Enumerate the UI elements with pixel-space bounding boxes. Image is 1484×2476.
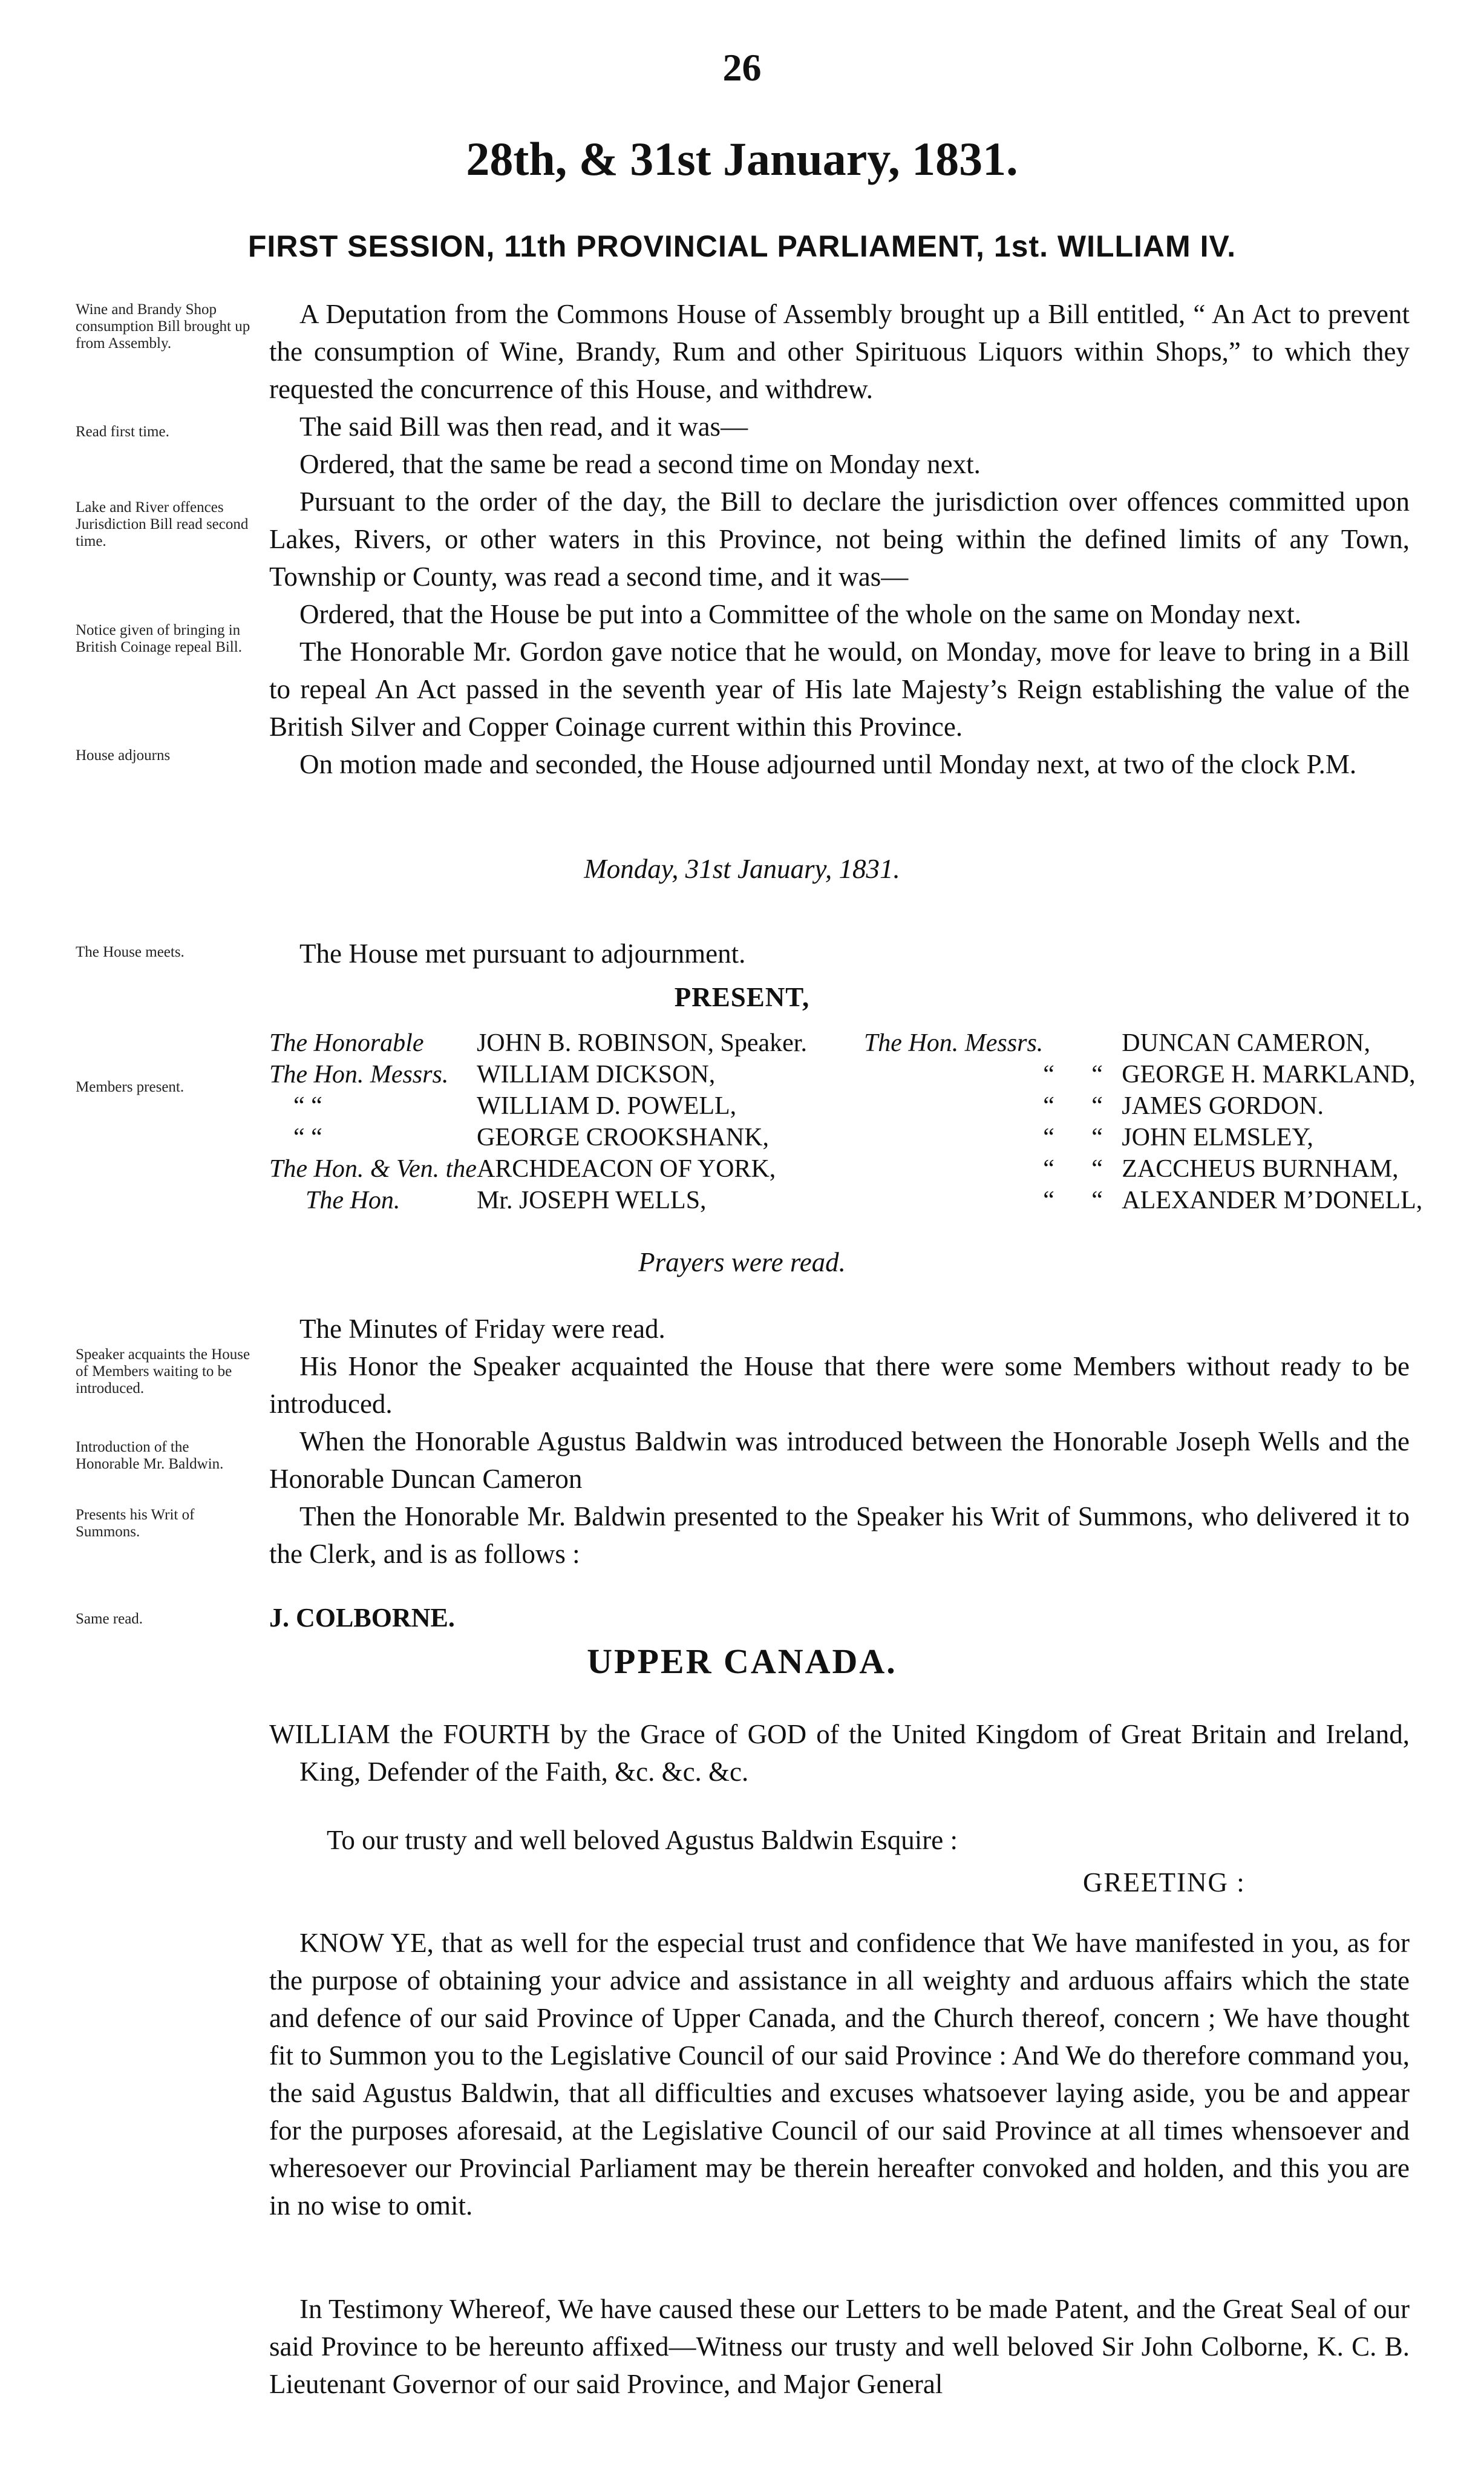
ditto-mark: “ (1091, 1124, 1103, 1151)
member-name-right: ALEXANDER M’DONELL, (1122, 1187, 1423, 1214)
paragraph: The said Bill was then read, and it was— (299, 411, 748, 442)
paragraph: When the Honorable Agustus Baldwin was introduced between the Honorable Joseph Wells and the Honorable Duncan Cameron (269, 1426, 1410, 1494)
ditto-mark: “ (1043, 1092, 1054, 1120)
members-table (269, 1029, 1437, 1217)
ditto-mark: “ (1091, 1061, 1103, 1089)
member-mid (864, 1123, 1043, 1154)
writ-address: To our trusty and well beloved Agustus Baldwin Esquire : (327, 1825, 958, 1855)
ditto-mark: “ (1043, 1187, 1054, 1214)
sidenote-lake-river-bill: Lake and River offences Jurisdiction Bill read second time. (76, 499, 249, 549)
member-mid (864, 1060, 1043, 1092)
member-name-right: ZACCHEUS BURNHAM, (1122, 1155, 1399, 1183)
upper-canada-heading: UPPER CANADA. (587, 1642, 897, 1681)
sidenote-coinage-notice: Notice given of bringing in British Coinage repeal Bill. (76, 622, 242, 655)
member-name-right: DUNCAN CAMERON, (1122, 1029, 1370, 1057)
signature: J. COLBORNE. (269, 1603, 455, 1633)
writ-opening-text: WILLIAM the FOURTH by the Grace of GOD of the United Kingdom of Great Britain and Ireland, King, Defender of the Faith, &c. &c. &c. (269, 1719, 1410, 1787)
member-name: ARCHDEACON OF YORK, (476, 1155, 776, 1183)
paragraph: Ordered, that the House be put into a Committee of the whole on the same on Monday next. (299, 599, 1301, 629)
ditto-mark (1091, 1029, 1122, 1060)
writ-know-ye (269, 1924, 1410, 2224)
member-name: WILLIAM DICKSON, (476, 1061, 716, 1089)
table-row (269, 1154, 1437, 1186)
member-prefix: The Hon. & Ven. the (269, 1155, 477, 1183)
paragraph: In Testimony Whereof, We have caused these our Letters to be made Patent, and the Great Seal of our said Province to be hereunto affixed—Witness our trusty and well beloved Sir John Colborne, K. C. B. Lieutenant Governor of our said Province, and Major General (269, 2294, 1410, 2399)
member-mid (864, 1186, 1043, 1217)
member-name-right: JOHN ELMSLEY, (1122, 1124, 1313, 1151)
paragraph: His Honor the Speaker acquainted the House that there were some Members without ready to be introduced. (269, 1351, 1410, 1419)
member-mid: The Hon. Messrs. (863, 1029, 1044, 1057)
table-row (269, 1060, 1437, 1092)
ditto-mark: “ (1043, 1061, 1054, 1089)
member-name: JOHN B. ROBINSON, Speaker. (476, 1029, 807, 1057)
writ-greeting: GREETING : (1083, 1867, 1246, 1898)
table-row (269, 1029, 1437, 1060)
sidenote-writ-presented: Presents his Writ of Summons. (76, 1507, 195, 1540)
member-name-right: GEORGE H. MARKLAND, (1122, 1061, 1416, 1089)
writ-testimony (269, 2290, 1410, 2403)
member-name-right: JAMES GORDON. (1122, 1092, 1324, 1120)
sidenote-introduction: Introduction of the Honorable Mr. Baldwin. (76, 1439, 224, 1472)
member-mid (864, 1092, 1043, 1123)
paragraph: KNOW YE, that as well for the especial trust and confidence that We have manifested in you, as for the purpose of obtaining your advice and assistance in all weighty and arduous affairs which the state and defence of our said Province of Upper Canada, and the Church thereof, concern ; We have thought fit to Summon you to the Legislative Council of our said Province : And We do therefore command you, the said Agustus Baldwin, that all difficulties and excuses whatsoever laying aside, you be and appear for the purposes aforesaid, at the Legislative Council of our said Province at all times whensoever and wheresoever our Provincial Parliament may be therein hereafter convoked and holden, and this you are in no wise to omit. (269, 1928, 1410, 2221)
member-prefix: The Honorable (269, 1029, 424, 1057)
proceedings-31st (269, 1310, 1410, 1573)
sidenote-house-adjourns: House adjourns (76, 747, 171, 764)
table-row (269, 1123, 1437, 1154)
ditto-mark: “ (1091, 1155, 1103, 1183)
date-title: 28th, & 31st January, 1831. (466, 133, 1018, 185)
sidenote-members-waiting: Speaker acquaints the House of Members waiting to be introduced. (76, 1346, 250, 1397)
proceedings-28th (269, 295, 1410, 783)
paragraph: The House met pursuant to adjournment. (299, 938, 746, 969)
member-prefix: “ “ (293, 1092, 322, 1120)
house-met-block (269, 935, 1410, 972)
paragraph: Pursuant to the order of the day, the Bill to declare the jurisdiction over offences committed upon Lakes, Rivers, or other waters in this Province, not being within the defined limits of any Town, Township or County, was read a second time, and it was— (269, 486, 1410, 592)
table-row (269, 1186, 1437, 1217)
member-name: Mr. JOSEPH WELLS, (476, 1187, 707, 1214)
paragraph: The Honorable Mr. Gordon gave notice that he would, on Monday, move for leave to bring in a Bill to repeal An Act passed in the seventh year of His late Majesty’s Reign establishing the value of the British Silver and Copper Coinage current within this Province. (269, 637, 1410, 742)
ditto-mark: “ (1043, 1155, 1054, 1183)
sidenote-same-read: Same read. (76, 1611, 143, 1627)
sidenote-members-present: Members present. (76, 1079, 185, 1095)
page-number: 26 (722, 46, 762, 89)
member-mid (864, 1154, 1043, 1186)
member-prefix: “ “ (293, 1124, 322, 1151)
writ-opening (269, 1715, 1410, 1790)
paragraph: The Minutes of Friday were read. (299, 1314, 665, 1344)
ditto-mark: “ (1091, 1092, 1103, 1120)
member-name: GEORGE CROOKSHANK, (476, 1124, 769, 1151)
sidenote-house-meets: The House meets. (76, 944, 185, 960)
prayers-line: Prayers were read. (638, 1247, 846, 1277)
member-prefix: The Hon. Messrs. (269, 1061, 449, 1089)
member-name: WILLIAM D. POWELL, (476, 1092, 737, 1120)
monday-heading: Monday, 31st January, 1831. (584, 854, 900, 884)
member-prefix: The Hon. (306, 1187, 400, 1214)
paragraph: On motion made and seconded, the House adjourned until Monday next, at two of the clock P.M. (299, 749, 1357, 779)
ditto-mark: “ (1091, 1187, 1103, 1214)
sidenote-wine-bill: Wine and Brandy Shop consumption Bill brought up from Assembly. (76, 301, 250, 352)
present-heading: PRESENT, (674, 982, 810, 1012)
paragraph: Ordered, that the same be read a second time on Monday next. (299, 449, 981, 479)
ditto-mark: “ (1043, 1124, 1054, 1151)
paragraph: Then the Honorable Mr. Baldwin presented to the Speaker his Writ of Summons, who delivered it to the Clerk, and is as follows : (269, 1501, 1410, 1569)
ditto-mark (1043, 1029, 1091, 1060)
sidenote-read-first: Read first time. (76, 424, 169, 440)
table-row (269, 1092, 1437, 1123)
session-title: FIRST SESSION, 11th PROVINCIAL PARLIAMENT, 1st. WILLIAM IV. (247, 229, 1237, 263)
paragraph: A Deputation from the Commons House of Assembly brought up a Bill entitled, “ An Act to prevent the consumption of Wine, Brandy, Rum and other Spirituous Liquors within Shops,” to which they requested the concurrence of this House, and withdrew. (269, 299, 1410, 404)
